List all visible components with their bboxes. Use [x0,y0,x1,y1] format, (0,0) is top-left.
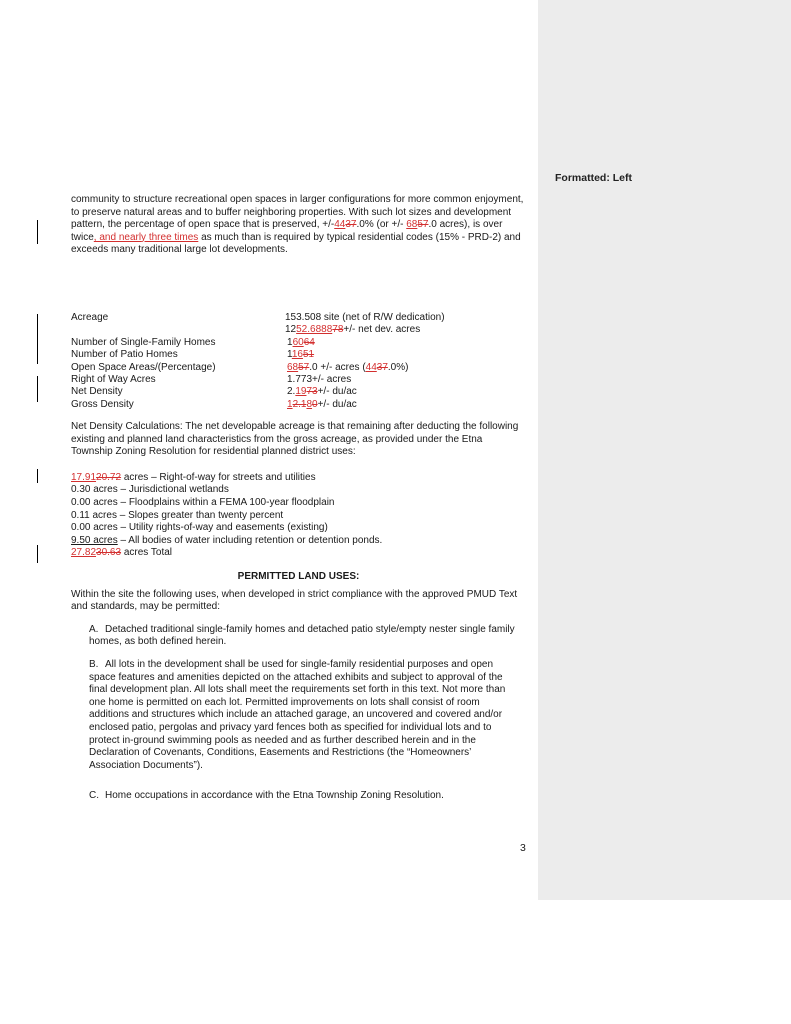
text-run: acres – Right-of-way for streets and utilities [121,471,316,483]
text-run: +/- net dev. acres [343,324,421,336]
stats-value [285,362,526,374]
text-run: .0%) [387,361,409,373]
deleted-text: 20.72 [96,471,122,483]
stats-row-open-space [71,362,526,374]
change-bar [37,220,38,244]
inserted-text: 52.6888 [296,324,333,336]
stats-label: Number of Single-Family Homes [71,336,216,348]
inserted-text: 16 [291,349,303,361]
deleted-text: 30.63 [96,547,122,559]
permitted-intro: Within the site the following uses, when developed in strict compliance with the approved PMUD Text and standards, may be permitted: [71,588,518,613]
item-letter: B. [89,659,99,670]
deduction-line: 0.11 acres – Slopes greater than twenty percent [71,509,284,521]
item-text: Detached traditional single-family homes and detached patio style/empty nester single family homes, as both defined herein. [89,623,515,648]
underlined-text: 9.50 acres [71,534,118,546]
inserted-text: 44 [334,219,346,231]
text-run: 1 [287,349,292,361]
text-run: 12 [285,324,297,336]
stats-value: 1.773+/- acres [287,373,352,385]
stats-row-acreage [71,312,526,324]
deductions-list [71,472,526,560]
item-letter: A. [89,623,99,635]
text-run: community to structure recreational open spaces in larger configurations for more common enjoyment, to preserve natural areas and to buffer neighboring properties. With such lot sizes and development pattern, the percentage of open space that is preserved, +/- [71,194,524,231]
deleted-text: 78 [332,324,344,336]
intro-paragraph [71,194,526,257]
stats-label: Net Density [71,386,123,398]
text-run: +/- du/ac [317,386,357,398]
stats-label: Right of Way Acres [71,373,156,385]
stats-row-right-of-way [71,374,526,386]
stats-label: Gross Density [71,398,134,410]
stats-value: 153.508 site (net of R/W dedication) [285,311,445,323]
inserted-text: 68 [287,361,299,373]
stats-value [285,324,526,336]
inserted-text: 60 [292,336,304,348]
deleted-text: 2.1 [292,398,307,410]
deleted-text: 57 [417,219,429,231]
deduction-line: 0.30 acres – Jurisdictional wetlands [71,484,229,496]
inserted-text: , and nearly three times [93,231,199,243]
text-run: as much than is required by typical residential codes (15% - PRD-2) and exceeds many traditional large lot developments. [71,231,521,256]
text-run: .0% (or +/- [356,219,404,231]
comment-label: Formatted: Left [555,172,632,184]
inserted-text: 8 [306,398,313,410]
inserted-text: 1 [287,398,293,410]
change-bar [37,545,38,563]
change-bar [37,376,38,402]
stats-row-net-density [71,386,526,398]
item-text: Home occupations in accordance with the Etna Township Zoning Resolution. [105,790,444,802]
stats-label: Number of Patio Homes [71,349,178,361]
item-text: All lots in the development shall be used for single-family residential purposes and open space features and amenities depicted on the attached exhibits and subject to approval of the final development plan. All lots shall meet the requirements set forth in this text. Not more than one home is permitted on each lot. Permitted improvements on lots shall consist of room additions and structures which include an attached garage, an uncovered and covered and/or enclosed patio, pergolas and privacy yard fences both as specified for individual lots and to protect in-ground swimming pools as needed and as further described herein and in the Declaration of Covenants, Conditions, Easements and Restrictions (the “Homeowners’ Association Documents”). [89,659,506,771]
stats-label: Acreage [71,311,109,323]
text-run: 2. [287,386,296,398]
deleted-text: 51 [302,349,315,361]
stats-table [71,312,526,411]
document-page [71,194,526,803]
comment-pane [538,0,791,900]
permitted-item-a [71,624,526,649]
deduction-line: 0.00 acres – Utility rights-of-way and easements (existing) [71,522,328,534]
inserted-text: 17.91 [71,471,97,483]
permitted-item-b [71,659,526,772]
deleted-text: 73 [306,386,318,398]
stats-row-net-acres [71,324,526,336]
change-bar [37,326,38,352]
deleted-text: 37 [345,219,357,231]
deleted-text: 0 [312,398,318,410]
text-run: +/- du/ac [317,398,357,410]
deduction-line: 0.00 acres – Floodplains within a FEMA 100-year floodplain [71,497,335,509]
net-density-paragraph: Net Density Calculations: The net developable acreage is that remaining after deducting the following existing and planned land characteristics from the gross acreage, as provided under the Etna Township Zoning Resolution for residential planned district uses: [71,421,519,458]
deleted-text: 57 [298,361,310,373]
stats-value [285,349,526,361]
stats-row-single-family [71,337,526,349]
change-bar [37,469,38,483]
text-run: .0 acres), is over twice [71,219,503,243]
permitted-item-c [71,790,526,803]
text-run: .0 +/- acres ( [309,361,366,373]
stats-value [285,399,526,411]
page-number: 3 [520,842,526,854]
inserted-text: 19 [295,386,307,398]
text-run: – All bodies of water including retention or detention ponds. [117,534,383,546]
section-heading: PERMITTED LAND USES: [237,571,360,583]
item-letter: C. [89,790,99,802]
stats-row-gross-density [71,399,526,411]
stats-label: Open Space Areas/(Percentage) [71,361,216,373]
inserted-text: 44 [365,361,377,373]
deduction-total [71,547,526,560]
stats-value [285,386,526,398]
deleted-text: 64 [303,336,315,348]
text-run: 1 [287,336,293,348]
deleted-text: 37 [376,361,388,373]
stats-label [71,324,285,336]
change-bar [37,352,38,364]
text-run: acres Total [121,547,173,559]
inserted-text: 68 [406,219,418,231]
deduction-line [71,472,526,485]
stats-row-patio [71,349,526,361]
stats-value [285,337,526,349]
deduction-line [71,535,526,548]
inserted-text: 27.82 [71,547,97,559]
